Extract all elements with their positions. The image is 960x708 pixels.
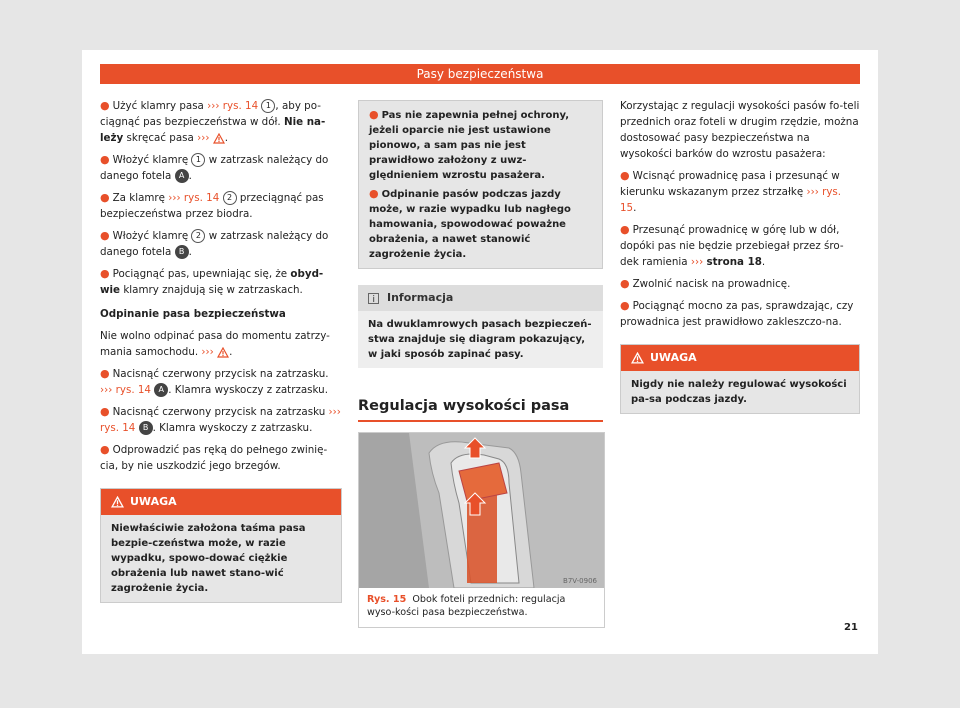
step-3: ● Za klamrę ››› rys. 14 2 przeciągnąć pas bezpieczeństwa przez biodra. bbox=[100, 191, 324, 220]
warning-box bbox=[620, 344, 860, 414]
callout-b: B bbox=[175, 245, 189, 259]
callout-a: A bbox=[154, 383, 168, 397]
callout-2: 2 bbox=[223, 191, 237, 205]
warning-item: ● Pas nie zapewnia pełnej ochrony, jeżeli oparcie nie jest ustawione pionowo, a sam pas nie jest prawidłowo założony z uwz-ględnieniem wzrostu pasażera. bbox=[369, 108, 570, 181]
info-box bbox=[358, 285, 603, 368]
adjust-step-2: ● Przesunąć prowadnicę w górę lub w dół, dopóki pas nie będzie przebiegał przez śro-dek ramienia ››› strona 18. bbox=[620, 223, 844, 268]
warning-box-continued bbox=[358, 100, 603, 269]
warning-icon bbox=[213, 133, 225, 144]
belt-height-adjuster-image bbox=[359, 433, 604, 588]
step-2: ● Włożyć klamrę 1 w zatrzask należący do danego fotela A . bbox=[100, 153, 329, 182]
ref-link[interactable]: rys. 14 bbox=[100, 422, 136, 434]
unbuckle-intro: Nie wolno odpinać pasa do momentu zatrzy-mania samochodu. ››› . bbox=[100, 330, 330, 358]
figure bbox=[358, 432, 605, 628]
info-icon bbox=[368, 293, 379, 304]
page-ref-link[interactable]: strona 18 bbox=[706, 256, 762, 268]
unbuckle-step-3: ● Odprowadzić pas ręką do pełnego zwinię-cia, by nie uszkodzić jego brzegów. bbox=[100, 443, 328, 472]
callout-1: 1 bbox=[191, 153, 205, 167]
page-number: 21 bbox=[844, 622, 858, 633]
step-1: ● Użyć klamry pasa ››› rys. 14 1 , aby po-ciągnąć pas bezpieczeństwa w dół. Nie na-leży skręcać pasa ››› . bbox=[100, 99, 326, 144]
step-5: ● Pociągnąć pas, upewniając się, że obyd-wie klamry znajdują się w zatrzaskach. bbox=[100, 267, 324, 296]
adjust-step-1: ● Wcisnąć prowadnicę pasa i przesunąć w kierunku wskazanym przez strzałkę ››› rys. 15. bbox=[620, 169, 842, 214]
adjust-intro: Korzystając z regulacji wysokości pasów fo-teli przednich oraz foteli w drugim rzędzie, można dostosować pasy bezpieczeństwa na wysokości barków do wzrostu pasażera: bbox=[620, 100, 860, 160]
warning-header: UWAGA bbox=[621, 345, 859, 371]
warning-box bbox=[100, 488, 342, 603]
ref-link[interactable]: rys. 15 bbox=[620, 186, 842, 214]
section-divider bbox=[358, 420, 603, 422]
warning-body: Nigdy nie należy regulować wysokości pa-sa podczas jazdy. bbox=[621, 371, 859, 413]
ref-link[interactable]: rys. 14 bbox=[222, 100, 259, 112]
warning-icon bbox=[631, 352, 644, 364]
unbuckle-step-1: ● Nacisnąć czerwony przycisk na zatrzasku. ››› rys. 14 A . Klamra wyskoczy z zatrzasku. bbox=[100, 367, 329, 396]
subheading: Odpinanie pasa bezpieczeństwa bbox=[100, 308, 286, 320]
warning-icon bbox=[217, 347, 229, 358]
info-body: Na dwuklamrowych pasach bezpieczeń-stwa znajduje się diagram pokazujący, w jaki sposób zapinać pasy. bbox=[358, 311, 603, 368]
warning-icon bbox=[111, 496, 124, 508]
column-2 bbox=[358, 100, 603, 628]
warning-header: UWAGA bbox=[101, 489, 341, 515]
column-3 bbox=[620, 98, 860, 414]
callout-2: 2 bbox=[191, 229, 205, 243]
adjust-step-3: ● Zwolnić nacisk na prowadnicę. bbox=[620, 277, 791, 290]
warning-body: Niewłaściwie założona taśma pasa bezpie-czeństwa może, w razie wypadku, spowo-dować ciężkie obrażenia lub nawet stano-wić zagrożenie życia. bbox=[101, 515, 341, 602]
figure-caption: Rys. 15 Obok foteli przednich: regulacja wyso-kości pasa bezpieczeństwa. bbox=[367, 594, 566, 618]
callout-1: 1 bbox=[261, 99, 275, 113]
column-1 bbox=[100, 98, 342, 603]
callout-b: B bbox=[139, 421, 153, 435]
unbuckle-step-2: ● Nacisnąć czerwony przycisk na zatrzasku ››› rys. 14 B . Klamra wyskoczy z zatrzasku. bbox=[100, 405, 341, 434]
info-header: Informacja bbox=[358, 285, 603, 311]
page-header: Pasy bezpieczeństwa bbox=[100, 64, 860, 84]
ref-link[interactable]: rys. 14 bbox=[115, 384, 151, 396]
callout-a: A bbox=[175, 169, 189, 183]
figure-code: B7V-0906 bbox=[563, 577, 597, 585]
adjust-step-4: ● Pociągnąć mocno za pas, sprawdzając, czy prowadnica jest prawidłowo zakleszczo-na. bbox=[620, 299, 854, 328]
ref-link[interactable]: rys. 14 bbox=[183, 192, 220, 204]
section-title: Regulacja wysokości pasa bbox=[358, 398, 570, 414]
warning-item: ● Odpinanie pasów podczas jazdy może, w razie wypadku lub nagłego hamowania, spowodować poważne obrażenia, a nawet stanowić zagrożenie życia. bbox=[369, 187, 571, 260]
step-4: ● Włożyć klamrę 2 w zatrzask należący do danego fotela B . bbox=[100, 229, 329, 258]
